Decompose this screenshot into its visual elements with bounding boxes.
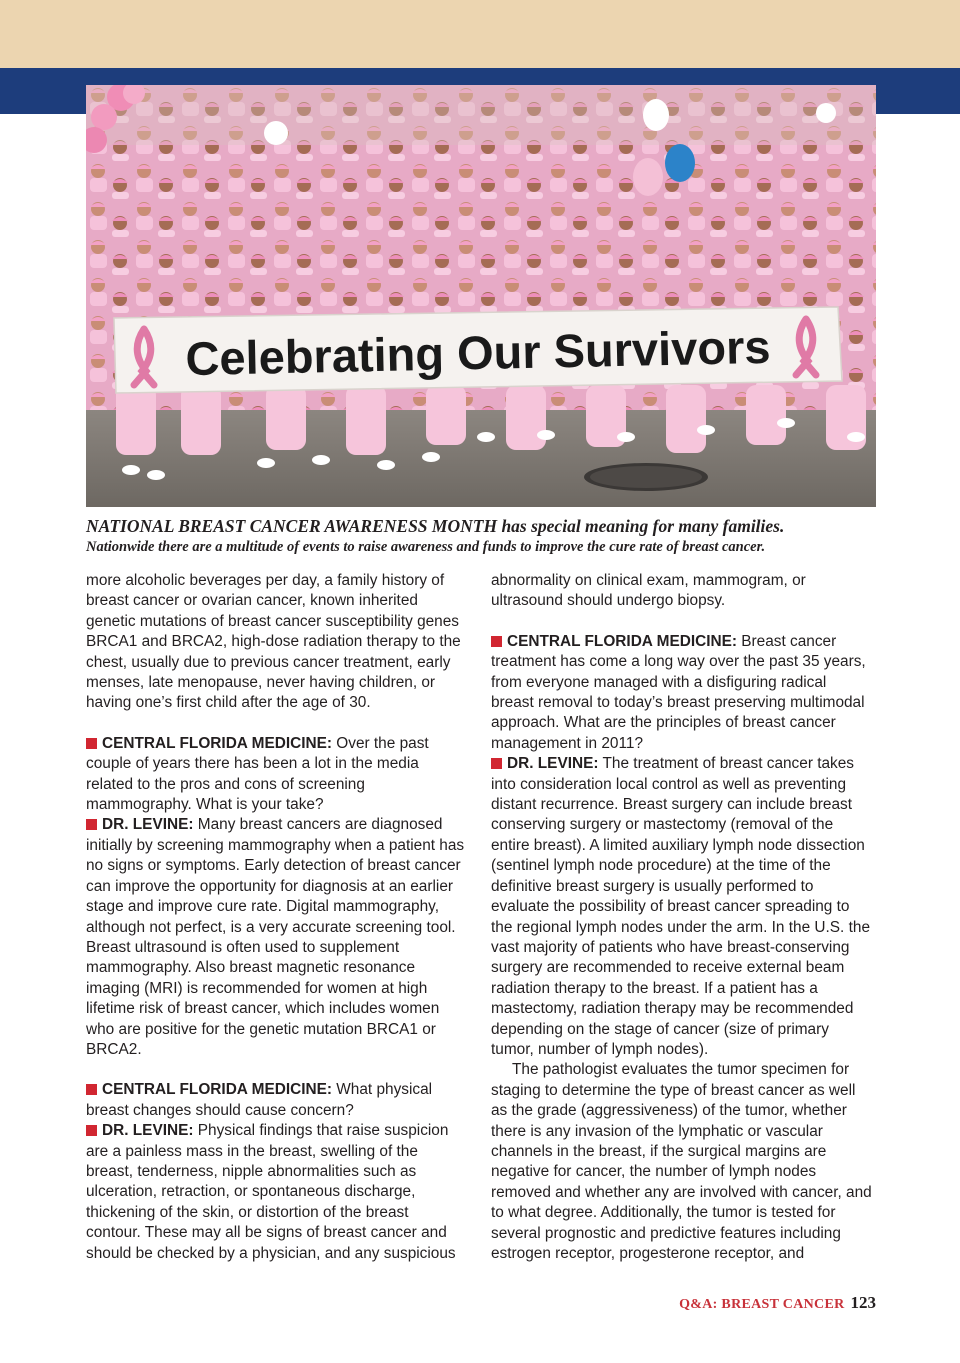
- right-column: [491, 571, 872, 1264]
- answer-paragraph: [491, 754, 872, 1060]
- question-paragraph: [491, 632, 872, 754]
- red-square-bullet: [86, 819, 97, 830]
- top-decorative-band: [0, 0, 960, 68]
- page-footer: [679, 1293, 876, 1313]
- red-square-bullet: [491, 758, 502, 769]
- answer-paragraph: [86, 815, 467, 1060]
- caption-lead: NATIONAL BREAST CANCER AWARENESS MONTH: [86, 516, 498, 536]
- question-text: What physical breast changes should cause concern?: [86, 1081, 433, 1119]
- question-label: CENTRAL FLORIDA MEDICINE:: [102, 1081, 332, 1099]
- answer-paragraph: [86, 1121, 467, 1264]
- question-label: CENTRAL FLORIDA MEDICINE:: [102, 734, 332, 752]
- red-square-bullet: [86, 738, 97, 749]
- red-square-bullet: [86, 1084, 97, 1095]
- paragraph: The pathologist evaluates the tumor specimen for staging to determine the type of breast cancer as well as the grade (aggressiveness) of the tumor, whether there is any invasion of the lymphatic or vascular channels in the breast, if the surgical margins are negative for cancer, the number of lymph nodes removed and whether any are involved with cancer, and to what degree. Additionally, the tumor is tested for several prognostic and predictive features including estrogen receptor, progesterone receptor, and: [491, 1061, 872, 1262]
- caption-line1-rest: has special meaning for many families.: [497, 516, 785, 536]
- paragraph: more alcoholic beverages per day, a family history of breast cancer or ovarian cancer, known inherited genetic mutations of breast cancer susceptibility genes BRCA1 and BRCA2, high-dose radiation therapy to the chest, usually due to previous cancer treatment, early menses, late menopause, never having children, or having one’s first child after the age of 30.: [86, 572, 461, 712]
- paragraph: abnormality on clinical exam, mammogram, or ultrasound should undergo biopsy.: [491, 572, 806, 610]
- banner-text: Celebrating Our Survivors: [184, 319, 771, 386]
- red-square-bullet: [86, 1125, 97, 1136]
- answer-label: DR. LEVINE:: [507, 755, 599, 773]
- answer-label: DR. LEVINE:: [102, 816, 194, 834]
- photo-caption: [86, 515, 886, 557]
- question-paragraph: [86, 1080, 467, 1121]
- question-text: Breast cancer treatment has come a long way over the past 35 years, from everyone managed with a disfiguring radical breast removal to today’s breast preserving multimodal approach. What are the principles of breast cancer management in 2011?: [491, 632, 866, 752]
- left-column: [86, 571, 467, 1264]
- red-square-bullet: [491, 636, 502, 647]
- answer-text: The treatment of breast cancer takes into consideration local control as well as preventing distant recurrence. Breast surgery can include breast conserving surgery or mastectomy (removal of the entire breast). A limited auxiliary lymph node dissection (sentinel lymph node procedure) at the time of the definitive breast surgery is usually performed to evaluate the possibility of breast cancer spreading to the regional lymph nodes under the arm. In the U.S. the vast majority of patients who have breast-conserving surgery are recommended to receive external beam radiation therapy to the breast. If a patient has a mastectomy, radiation therapy may be recommended depending on the stage of cancer (size of primary tumor, number of lymph nodes).: [491, 755, 871, 1058]
- question-paragraph: [86, 734, 467, 816]
- caption-line2: Nationwide there are a multitude of events to raise awareness and funds to improve the cure rate of breast cancer.: [86, 539, 766, 555]
- section-title: Q&A: BREAST CANCER: [679, 1297, 845, 1312]
- survivors-walk-photo: [86, 85, 876, 507]
- page-number: 123: [850, 1293, 876, 1312]
- question-label: CENTRAL FLORIDA MEDICINE:: [507, 632, 737, 650]
- question-text: Over the past couple of years there has been a lot in the media related to the pros and cons of screening mammography. What is your take?: [86, 734, 429, 814]
- answer-text: Physical findings that raise suspicion are a painless mass in the breast, swelling of the breast, tenderness, nipple abnormalities such as ulceration, retraction, or spontaneous discharge, thickening of the skin, or distortion of the breast contour. These may all be signs of breast cancer and should be checked by a physician, and any suspicious: [86, 1122, 456, 1262]
- answer-label: DR. LEVINE:: [102, 1122, 194, 1140]
- answer-text: Many breast cancers are diagnosed initially by screening mammography when a patient has no signs or symptoms. Early detection of breast cancer can improve the opportunity for diagnosis at an earlier stage and improve cure rate. Digital mammography, although not perfect, is a very accurate screening tool. Breast ultrasound is often used to supplement mammography. Also breast magnetic resonance imaging (MRI) is recommended for women at high lifetime risk of breast cancer, which includes women who are positive for the genetic mutation BRCA1 or BRCA2.: [86, 816, 465, 1058]
